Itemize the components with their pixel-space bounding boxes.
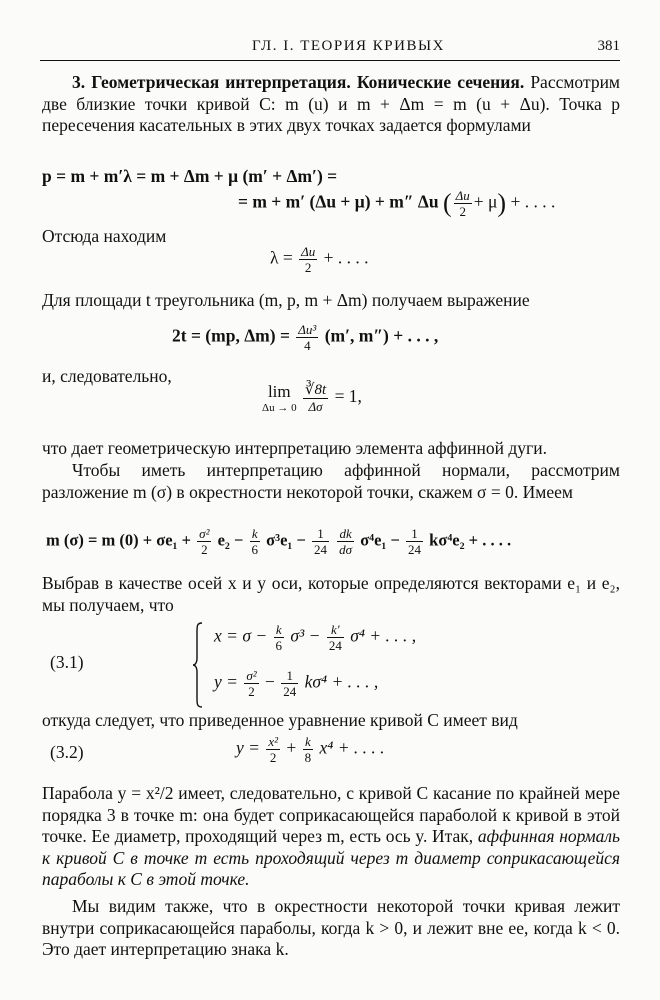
formula-part: + μ (473, 191, 498, 212)
denominator: Δσ (303, 398, 328, 414)
numerator: k′ (331, 622, 340, 637)
numerator: Δu (455, 188, 470, 203)
formula-part: + . . . . (510, 191, 556, 212)
formula-part: y = (236, 737, 260, 758)
paragraph-parabola (42, 783, 620, 891)
numerator: Δu (301, 244, 316, 259)
formula-part: σ⁴e₁ − (360, 530, 400, 550)
fraction (337, 526, 354, 557)
formula-area (172, 322, 438, 353)
denominator: 2 (244, 683, 258, 699)
paragraph-text: Парабола y = x²/2 имеет, следовательно, с кривой C касание по крайней мере порядка 3 в точке m: она будет соприкасающейся параболой к кривой в этой точке. Ее диаметр, проходящий через m, есть ось y. Итак, (42, 783, 620, 846)
formula-part: m (σ) = m (0) + σe₁ + (46, 530, 192, 550)
fraction (312, 526, 329, 557)
paragraph-sign-of-k: Мы видим также, что в окрестности некоторой точки кривая лежит внутри соприкасающейся параболы, когда k > 0, и лежит вне ее, когда k < 0. Это дает интерпретацию знака k. (42, 896, 620, 959)
formula-series (46, 526, 511, 557)
numerator: dk (339, 526, 352, 541)
fraction (303, 383, 328, 414)
fraction (197, 526, 211, 557)
numerator: k (304, 734, 311, 749)
formula-part: λ = (270, 247, 293, 268)
paragraph-text: Рассмотрим две близкие точки кривой C: m (u) и m + Δm = m (u + Δu). Точка p пересечения касательных в этих двух точках задается формулами (42, 72, 621, 135)
numerator: ∛8t (304, 381, 327, 398)
fraction (303, 734, 314, 765)
fraction (244, 668, 258, 699)
formula-y-expansion (214, 668, 378, 699)
fraction (281, 668, 298, 699)
formula-part: kσ⁴e₂ + . . . . (429, 530, 512, 550)
formula-part: (m′, m″) + . . . , (324, 325, 439, 346)
page-number: 381 (597, 38, 620, 54)
numerator: Δu³ (298, 322, 317, 337)
paragraph-hence: Отсюда находим (42, 226, 167, 246)
denominator: 2 (197, 541, 211, 557)
formula-part: + . . . . (323, 247, 369, 268)
paragraph-section-intro (42, 72, 620, 137)
numerator: k (275, 622, 282, 637)
chapter-title: ГЛ. I. ТЕОРИЯ КРИВЫХ (252, 38, 445, 54)
formula-part: + (286, 737, 297, 758)
equation-label-3-2: (3.2) (50, 742, 84, 762)
formula-part: y = (214, 671, 238, 692)
italic-statement: аффинная нормаль к кривой C в точке m есть проходящий через m диаметр соприкасающейся параболы к C в этой точке. (42, 826, 621, 889)
formula-p-line1: p = m + m′λ = m + Δm + μ (m′ + Δm′) = (42, 166, 338, 186)
equation-label-3-1: (3.1) (50, 652, 84, 672)
header-rule (40, 60, 620, 61)
formula-part: x⁴ + . . . . (319, 737, 385, 758)
formula-part: kσ⁴ + . . . , (304, 671, 379, 692)
formula-reduced-curve (236, 734, 385, 765)
numerator: 1 (317, 526, 324, 541)
paragraph-affine-normal: Чтобы иметь интерпретацию аффинной нормали, рассмотрим разложение m (σ) в окрестности некоторой точки, скажем σ = 0. Имеем (42, 460, 620, 502)
formula-x-expansion (214, 622, 416, 653)
left-paren: ( (442, 188, 452, 218)
denominator: 24 (283, 684, 297, 699)
limit-operator (262, 382, 297, 414)
paragraph-axes: Выбрав в качестве осей x и y оси, которые определяются векторами e₁ и e₂, мы получаем, что (42, 573, 620, 615)
fraction (274, 622, 285, 653)
formula-part: 2t = (mp, Δm) = (172, 325, 290, 346)
numerator: σ² (246, 668, 257, 683)
numerator: k (251, 526, 258, 541)
formula-lambda (270, 244, 369, 275)
denominator: 2 (266, 749, 280, 765)
paragraph-consequently: и, следовательно, (42, 366, 172, 386)
lim-text: lim (267, 382, 291, 401)
denominator: 24 (314, 542, 328, 557)
denominator: 8 (304, 750, 312, 765)
denominator: 24 (328, 638, 342, 653)
formula-part: σ³ − (290, 625, 321, 646)
numerator: 1 (286, 668, 294, 683)
paragraph-triangle-area: Для площади t треугольника (m, p, m + Δm) получаем выражение (42, 290, 530, 310)
denominator: 24 (408, 542, 422, 557)
fraction (299, 244, 317, 275)
left-brace (193, 622, 203, 708)
fraction (454, 188, 472, 219)
denominator: 2 (299, 259, 317, 275)
denominator: 6 (275, 638, 283, 653)
fraction (250, 526, 261, 557)
fraction (327, 622, 344, 653)
numerator: 1 (411, 526, 418, 541)
fraction (406, 526, 423, 557)
fraction (266, 734, 280, 765)
paragraph-affine-arc: что дает геометрическую интерпретацию элемента аффинной дуги. (42, 438, 547, 458)
numerator: x² (268, 734, 278, 749)
formula-part: e₂ − (217, 530, 244, 550)
denominator: 4 (296, 337, 318, 353)
formula-part: = m + m′ (Δu + μ) + m″ Δu (238, 191, 439, 212)
paragraph-reduced-equation: откуда следует, что приведенное уравнение кривой C имеет вид (42, 710, 518, 730)
formula-part: − (265, 671, 275, 692)
numerator: σ² (199, 526, 210, 541)
section-heading: 3. Геометрическая интерпретация. Конические сечения. (72, 72, 525, 92)
denominator: 6 (251, 542, 259, 557)
right-paren: ) (497, 188, 507, 218)
denominator: 2 (454, 203, 472, 219)
fraction (296, 322, 318, 353)
formula-part: x = σ − (214, 625, 268, 646)
formula-limit (262, 382, 362, 414)
lim-subscript: Δu → 0 (262, 402, 297, 414)
formula-p-line2 (238, 188, 555, 219)
formula-part: = 1, (334, 386, 362, 407)
formula-part: σ⁴ + . . . , (350, 625, 417, 646)
denominator: dσ (339, 542, 353, 557)
formula-part: σ³e₁ − (266, 530, 306, 550)
